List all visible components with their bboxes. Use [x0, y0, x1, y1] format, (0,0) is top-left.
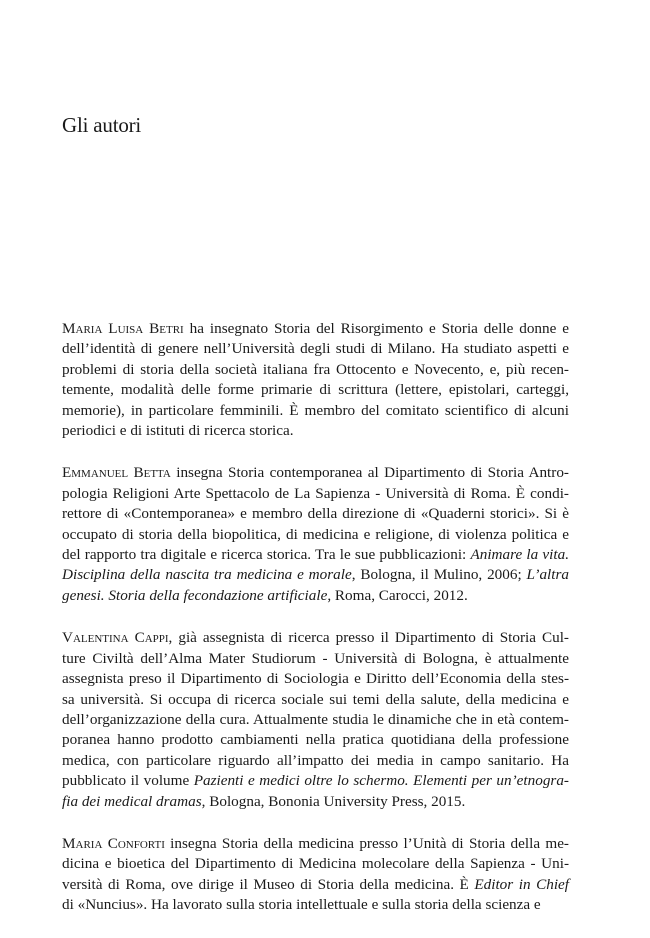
bio-text: ha insegnato Storia del Risorgimento e Storia delle donne e: [183, 320, 569, 337]
author-name: Maria Conforti: [62, 834, 165, 852]
bio-line: [62, 875, 569, 895]
bio-text: medica, con particolare riguardo all’impatto dei media in campo sanitario. Ha: [62, 751, 569, 769]
bio-text: memorie), in particolare femminili. È membro del comitato scientifico di alcuni: [62, 401, 569, 419]
author-bio: [62, 628, 569, 812]
bio-text: assegnista preso il Dipartimento di Sociologia e Diritto dell’Economia della stes-: [62, 670, 569, 688]
italic-title: Animare la vita.: [470, 546, 569, 564]
page-title: Gli autori: [62, 113, 142, 137]
bio-line: [62, 525, 569, 545]
bio-text: rettore di «Contemporanea» e membro della direzione di «Quaderni storici». Si è: [62, 505, 569, 523]
bio-text: occupato di storia della biopolitica, di medicina e religione, di violenza politica e: [62, 525, 569, 543]
bio-line: [62, 792, 569, 812]
bio-text: , Bologna, il Mulino, 2006;: [351, 566, 527, 584]
bio-line: [62, 730, 569, 750]
bio-text: dell’identità di genere nell’Università degli studi di Milano. Ha studiato aspetti e: [62, 340, 569, 358]
bio-line: [62, 504, 569, 524]
bio-text: ture Civiltà dell’Alma Mater Studiorum - Università di Bologna, è attualmente: [62, 649, 569, 667]
bio-text: pologia Religioni Arte Spettacolo de La Sapienza - Università di Roma. È condi-: [62, 484, 569, 502]
author-bio: [62, 834, 569, 916]
bio-line: [62, 710, 569, 730]
bio-text: sa università. Si occupa di ricerca sociale sui temi della salute, della medicina e: [62, 690, 569, 708]
author-bios: [62, 319, 569, 938]
bio-text: , Roma, Carocci, 2012.: [327, 586, 468, 604]
bio-line: [62, 545, 569, 565]
bio-line: [62, 565, 569, 585]
bio-text: dell’organizzazione della cura. Attualmente studia le dinamiche che in età contem-: [62, 710, 569, 728]
bio-text: , già assegnista di ricerca presso il Dipartimento di Storia Cul-: [168, 629, 569, 647]
italic-title: genesi. Storia della fecondazione artificiale: [62, 586, 328, 604]
italic-title: Editor in Chief: [474, 875, 569, 893]
bio-line: [62, 421, 569, 441]
bio-line: [62, 360, 569, 380]
author-name: Maria Luisa Betri: [62, 320, 184, 337]
bio-text: dicina e bioetica del Dipartimento di Medicina molecolare della Sapienza - Uni-: [62, 855, 569, 873]
bio-line: [62, 854, 569, 874]
bio-text: poranea hanno prodotto cambiamenti nella pratica quotidiana della professione: [62, 731, 569, 749]
bio-line: [62, 463, 569, 483]
italic-title: L’altra: [526, 566, 569, 584]
bio-line: [62, 895, 569, 915]
bio-line: [62, 690, 569, 710]
bio-line: [62, 669, 569, 689]
bio-text: del rapporto tra digitale e ricerca storica. Tra le sue pubblicazioni:: [62, 546, 471, 564]
italic-title: Disciplina della nascita tra medicina e morale: [62, 566, 352, 584]
bio-line: [62, 319, 569, 339]
bio-line: [62, 649, 569, 669]
bio-text: insegna Storia contemporanea al Dipartimento di Storia Antro-: [170, 464, 569, 482]
italic-title: Pazienti e medici oltre lo schermo. Elementi per un’etnogra-: [193, 772, 569, 790]
bio-line: [62, 401, 569, 421]
bio-text: pubblicato il volume: [62, 772, 194, 790]
bio-text: periodici e di istituti di ricerca storica.: [62, 422, 294, 440]
bio-line: [62, 484, 569, 504]
bio-text: problemi di storia della società italiana fra Ottocento e Novecento, e, più recen-: [62, 360, 569, 378]
bio-text: di «Nuncius». Ha lavorato sulla storia intellettuale e sulla storia della scienza e: [62, 896, 541, 914]
bio-line: [62, 339, 569, 359]
bio-text: versità di Roma, ove dirige il Museo di Storia della medicina. È: [62, 875, 475, 893]
author-name: Valentina Cappi: [62, 629, 169, 647]
author-name: Emmanuel Betta: [62, 464, 171, 482]
italic-title: fia dei medical dramas: [62, 792, 202, 810]
bio-text: , Bologna, Bononia University Press, 2015.: [201, 792, 466, 810]
author-bio: [62, 463, 569, 606]
bio-text: temente, modalità delle forme primarie di scrittura (lettere, epistolari, carteggi,: [62, 381, 569, 399]
bio-line: [62, 586, 569, 606]
bio-line: [62, 771, 569, 791]
author-bio: [62, 319, 569, 441]
bio-line: [62, 751, 569, 771]
bio-line: [62, 834, 569, 854]
bio-line: [62, 628, 569, 648]
bio-text: insegna Storia della medicina presso l’Unità di Storia della me-: [164, 834, 569, 852]
bio-line: [62, 380, 569, 400]
